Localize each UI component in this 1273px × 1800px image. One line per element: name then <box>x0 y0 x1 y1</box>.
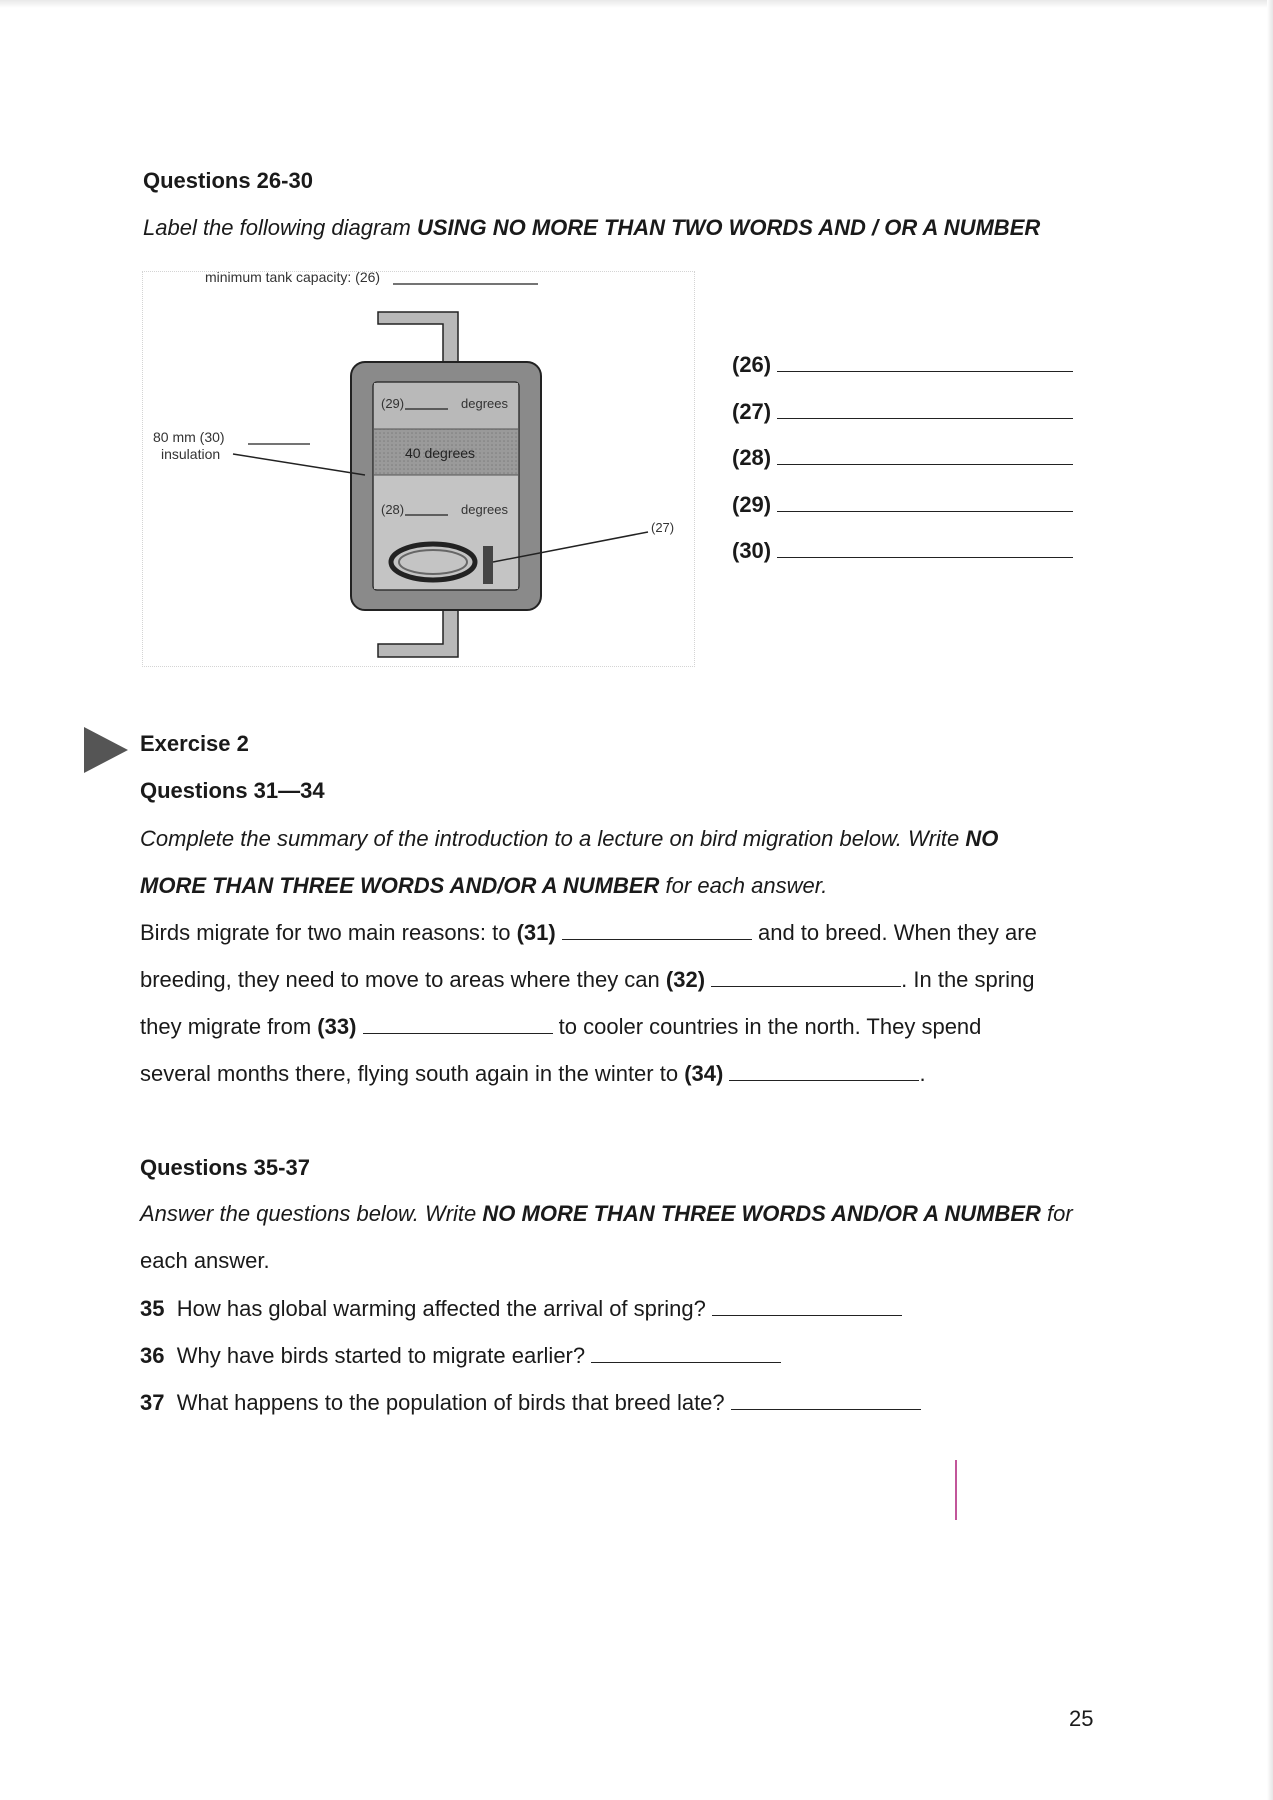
middle-layer-label: 40 degrees <box>405 445 476 461</box>
answer-30[interactable] <box>732 538 1073 564</box>
diagram-instruction-bold: USING NO MORE THAN TWO WORDS AND / OR A NUMBER <box>416 215 1041 240</box>
insulation-label-line2: insulation <box>161 446 221 462</box>
exercise-title: Exercise 2 <box>140 731 249 756</box>
q32-blank[interactable] <box>711 968 901 987</box>
answer-28[interactable] <box>732 445 1073 471</box>
answer-27[interactable] <box>732 399 1073 425</box>
summary-line-2 <box>140 966 1034 994</box>
bottom-layer-unit: degrees <box>461 502 508 517</box>
top-layer-number: (29) <box>381 396 405 411</box>
summary-text: Birds migrate for two main reasons: to <box>140 920 517 945</box>
q34-number: (34) <box>684 1061 724 1086</box>
answer-28-label: (28) <box>732 445 772 470</box>
play-arrow-icon <box>84 727 128 773</box>
page-edge <box>0 0 1273 8</box>
question-number: 36 <box>140 1343 165 1368</box>
summary-line-1 <box>140 919 1037 947</box>
questions-31-34-heading: Questions 31—34 <box>140 778 325 803</box>
pen-mark <box>955 1460 957 1520</box>
question-text: What happens to the population of birds that breed late? <box>176 1390 725 1415</box>
answer-29-label: (29) <box>732 492 772 517</box>
insulation-leader-line <box>233 454 365 475</box>
summary-instruction-line1 <box>140 825 998 853</box>
question-number: 37 <box>140 1390 165 1415</box>
summary-line-4 <box>140 1060 926 1088</box>
summary-instruction-bold: NO <box>965 826 999 851</box>
q32-number: (32) <box>665 967 706 992</box>
q35-blank[interactable] <box>712 1297 902 1316</box>
answer-26[interactable] <box>732 352 1073 378</box>
question-36 <box>140 1342 781 1370</box>
question-number: 35 <box>140 1296 165 1321</box>
summary-text: . In the spring <box>901 967 1035 992</box>
diagram-instruction <box>143 214 1040 242</box>
q33-number: (33) <box>317 1014 357 1039</box>
question-35 <box>140 1295 902 1323</box>
answer-29[interactable] <box>732 492 1073 518</box>
question-text: Why have birds started to migrate earlier? <box>176 1343 586 1368</box>
summary-text: to cooler countries in the north. They spend <box>558 1014 982 1039</box>
insulation-label-line1: 80 mm (30) <box>153 429 225 445</box>
summary-instruction-line2 <box>140 872 827 900</box>
diagram-instruction-text: Label the following diagram <box>143 215 417 240</box>
hot-water-tank-diagram <box>142 271 695 667</box>
summary-instruction-text: Complete the summary of the introduction to a lecture on bird migration below. Write <box>140 826 966 851</box>
heater-element <box>483 546 493 584</box>
answer-30-label: (30) <box>732 538 772 563</box>
summary-text: they migrate from <box>140 1014 318 1039</box>
heater-label: (27) <box>651 520 675 535</box>
q37-blank[interactable] <box>731 1391 921 1410</box>
summary-instruction-bold-2: MORE THAN THREE WORDS AND/OR A NUMBER <box>140 873 660 898</box>
q31-blank[interactable] <box>562 921 752 940</box>
summary-instruction-text-2: for each answer. <box>659 873 828 898</box>
answer-27-label: (27) <box>732 399 772 424</box>
answer-instruction-line1 <box>140 1200 1073 1228</box>
answer-instruction-bold: NO MORE THAN THREE WORDS AND/OR A NUMBER <box>482 1201 1041 1226</box>
questions-26-30-heading: Questions 26-30 <box>143 168 313 193</box>
question-text: How has global warming affected the arrival of spring? <box>176 1296 706 1321</box>
capacity-label: minimum tank capacity: (26) <box>205 272 381 285</box>
page-number: 25 <box>1069 1706 1094 1731</box>
question-37 <box>140 1389 921 1417</box>
tank-svg <box>143 272 694 666</box>
q36-blank[interactable] <box>591 1344 781 1363</box>
q31-number: (31) <box>516 920 556 945</box>
summary-line-3 <box>140 1013 981 1041</box>
answer-instruction-text: Answer the questions below. Write <box>140 1201 483 1226</box>
answer-instruction-line2: each answer. <box>140 1248 270 1273</box>
page-edge-right <box>1267 0 1273 1800</box>
answer-instruction-text-2: for <box>1040 1201 1073 1226</box>
questions-35-37-heading: Questions 35-37 <box>140 1155 310 1180</box>
summary-text: . <box>919 1061 926 1086</box>
summary-text: breeding, they need to move to areas where they can <box>140 967 666 992</box>
q34-blank[interactable] <box>729 1062 919 1081</box>
summary-text: and to breed. When they are <box>757 920 1037 945</box>
summary-text: several months there, flying south again in the winter to <box>140 1061 685 1086</box>
top-layer-unit: degrees <box>461 396 508 411</box>
bottom-layer-number: (28) <box>381 502 405 517</box>
answer-26-label: (26) <box>732 352 772 377</box>
q33-blank[interactable] <box>363 1015 553 1034</box>
